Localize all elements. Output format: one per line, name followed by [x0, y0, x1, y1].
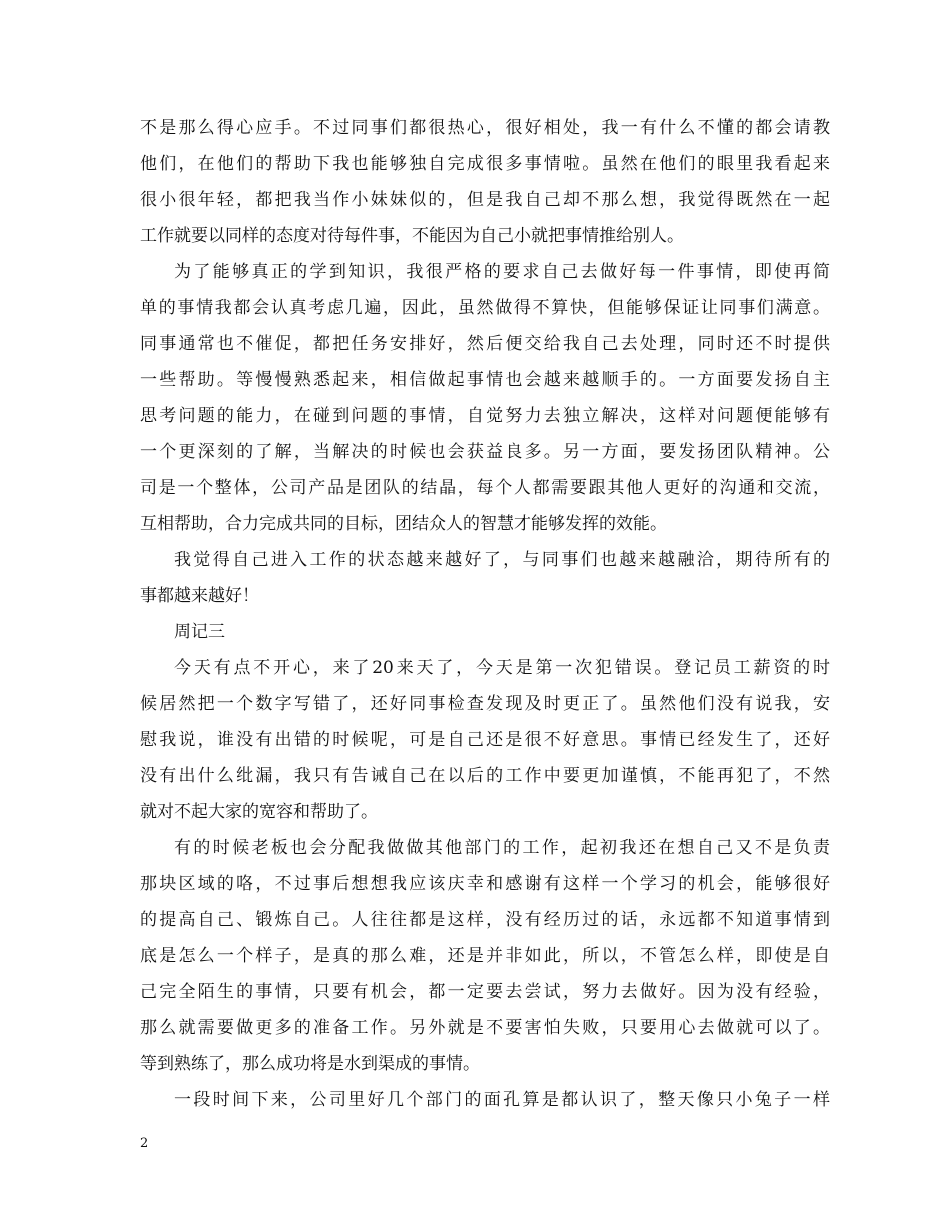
- text-line: 一段时间下来，公司里好几个部门的面孔算是都认识了，整天像只小兔子一样: [174, 1090, 830, 1110]
- text-line: 的提高自己、锻炼自己。人往往都是这样，没有经历过的话，永远都不知道事情到: [140, 910, 830, 930]
- text-line: 就对不起大家的宽容和帮助了。: [140, 802, 378, 822]
- section-heading: 周记三: [174, 622, 225, 642]
- text-line: 一些帮助。等慢慢熟悉起来，相信做起事情也会越来越顺手的。一方面要发扬自主: [140, 370, 830, 390]
- text-line: 工作就要以同样的态度对待每件事，不能因为自己小就把事情推给别人。: [140, 226, 684, 246]
- text-line: 等到熟练了，那么成功将是水到渠成的事情。: [140, 1054, 480, 1074]
- document-body: [140, 110, 830, 1118]
- text-line: 单的事情我都会认真考虑几遍，因此，虽然做得不算快，但能够保证让同事们满意。: [140, 298, 830, 318]
- text-line: 互相帮助，合力完成共同的目标，团结众人的智慧才能够发挥的效能。: [140, 514, 667, 534]
- text-line: 有的时候老板也会分配我做做其他部门的工作，起初我还在想自己又不是负责: [174, 838, 830, 858]
- text-line: 思考问题的能力，在碰到问题的事情，自觉努力去独立解决，这样对问题便能够有: [140, 406, 830, 426]
- text-line: 很小很年轻，都把我当作小妹妹似的，但是我自己却不那么想，我觉得既然在一起: [140, 190, 830, 210]
- text-line: 今天有点不开心，来了20来天了，今天是第一次犯错误。登记员工薪资的时: [174, 658, 830, 678]
- text-line: 同事通常也不催促，都把任务安排好，然后便交给我自己去处理，同时还不时提供: [140, 334, 830, 354]
- text-line: 那么就需要做更多的准备工作。另外就是不要害怕失败，只要用心去做就可以了。: [140, 1018, 830, 1038]
- text-line: 一个更深刻的了解，当解决的时候也会获益良多。另一方面，要发扬团队精神。公: [140, 442, 830, 462]
- text-line: 己完全陌生的事情，只要有机会，都一定要去尝试，努力去做好。因为没有经验，: [140, 982, 830, 1002]
- text-line: 为了能够真正的学到知识，我很严格的要求自己去做好每一件事情，即使再简: [174, 262, 830, 282]
- text-line: 不是那么得心应手。不过同事们都很热心，很好相处，我一有什么不懂的都会请教: [140, 118, 830, 138]
- text-line: 事都越来越好！: [140, 586, 259, 606]
- text-line: 没有出什么纰漏，我只有告诫自己在以后的工作中要更加谨慎，不能再犯了，不然: [140, 766, 830, 786]
- text-line: 候居然把一个数字写错了，还好同事检查发现及时更正了。虽然他们没有说我，安: [140, 694, 830, 714]
- text-line: 我觉得自己进入工作的状态越来越好了，与同事们也越来越融洽，期待所有的: [174, 550, 830, 570]
- text-line: 底是怎么一个样子，是真的那么难，还是并非如此，所以，不管怎么样，即使是自: [140, 946, 830, 966]
- text-line: 司是一个整体，公司产品是团队的结晶，每个人都需要跟其他人更好的沟通和交流，: [140, 478, 830, 498]
- text-line: 那块区域的咯，不过事后想想我应该庆幸和感谢有这样一个学习的机会，能够很好: [140, 874, 830, 894]
- text-line: 慰我说，谁没有出错的时候呢，可是自己还是很不好意思。事情已经发生了，还好: [140, 730, 830, 750]
- text-line: 他们，在他们的帮助下我也能够独自完成很多事情啦。虽然在他们的眼里我看起来: [140, 154, 830, 174]
- page-number: 2: [140, 1136, 149, 1151]
